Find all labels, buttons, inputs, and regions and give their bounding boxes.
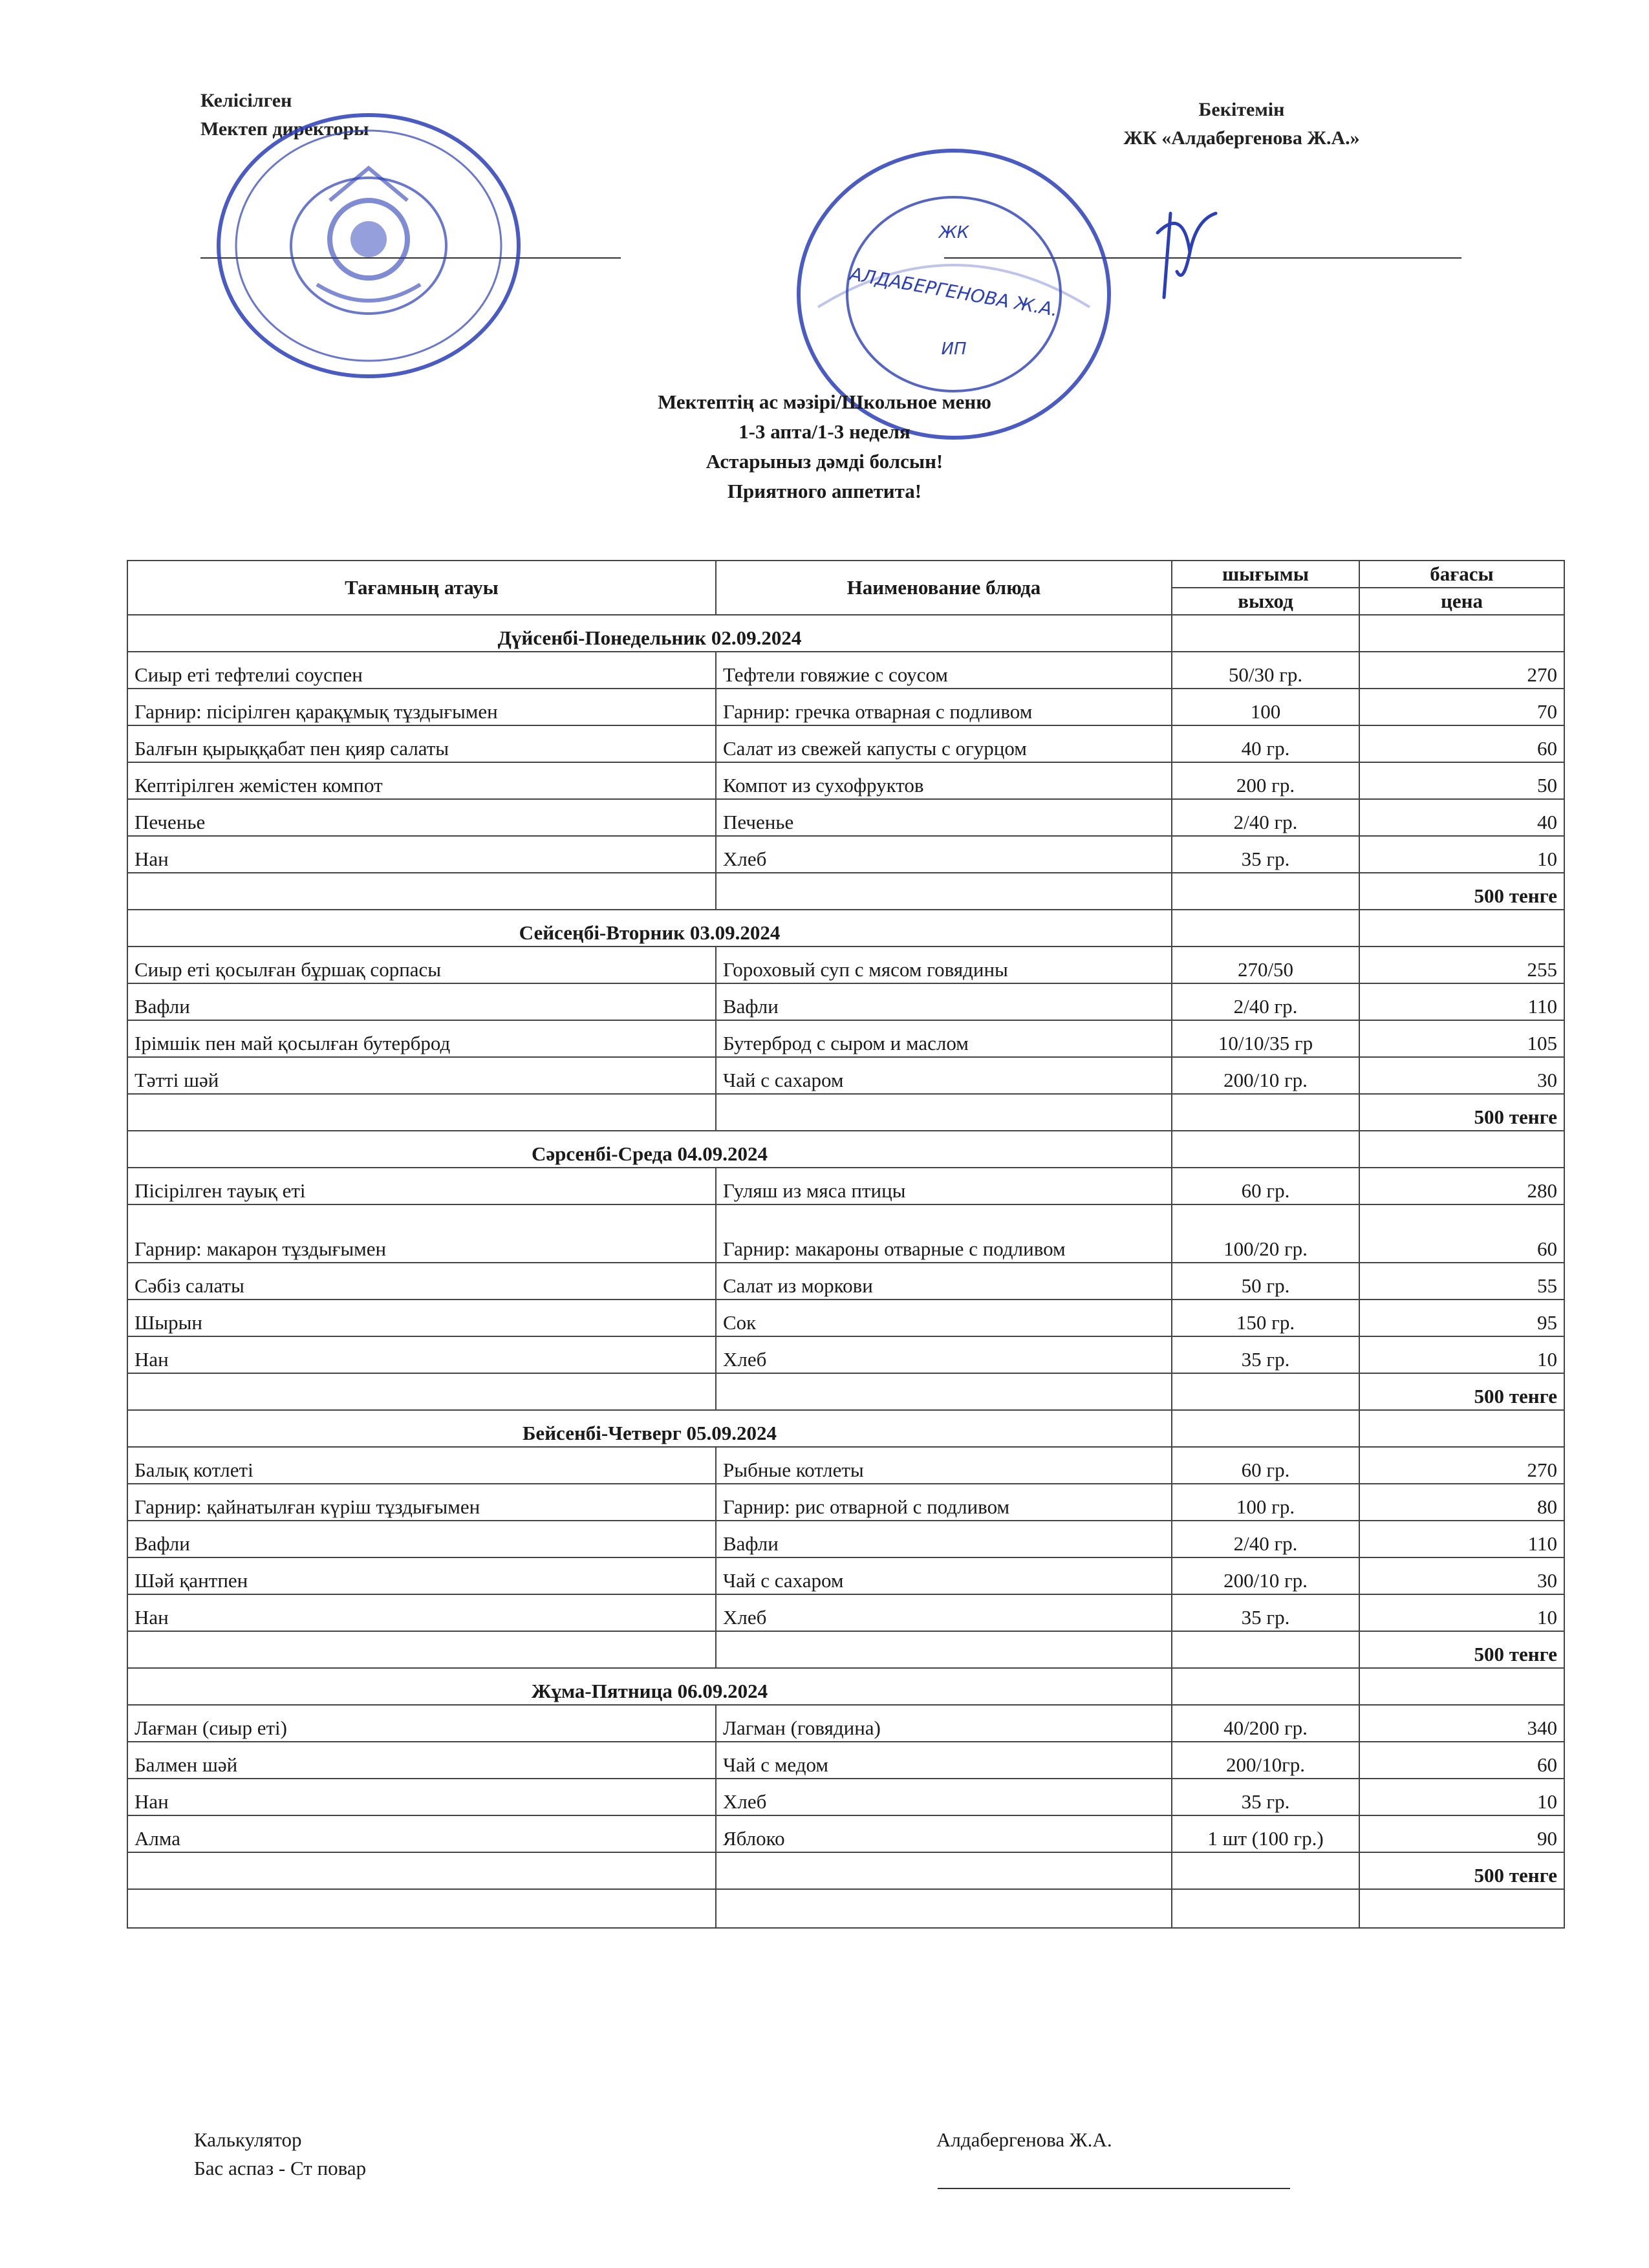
dish-portion: 50 гр. [1172,1263,1359,1300]
empty-cell [1359,1668,1564,1705]
day-total: 500 тенге [1359,1094,1564,1131]
col-header-price-ru: цена [1359,588,1564,615]
dish-portion: 150 гр. [1172,1300,1359,1336]
dish-name-ru: Гарнир: гречка отварная с подливом [716,689,1172,725]
dish-name-ru: Салат из моркови [716,1263,1172,1300]
menu-item-row [127,1705,1564,1742]
menu-item-row [127,799,1564,836]
dish-name-ru: Бутерброд с сыром и маслом [716,1020,1172,1057]
day-total-row [127,873,1564,910]
dish-name-ru: Гуляш из мяса птицы [716,1168,1172,1204]
col-header-out-ru: выход [1172,588,1359,615]
empty-cell [1172,1094,1359,1131]
day-header-row [127,910,1564,947]
day-total: 500 тенге [1359,1373,1564,1410]
dish-price: 270 [1359,1447,1564,1484]
dish-name-kz: Гарнир: қайнатылған күріш тұздығымен [127,1484,716,1521]
dish-portion: 200/10 гр. [1172,1057,1359,1094]
menu-item-row [127,947,1564,983]
empty-cell [1172,1631,1359,1668]
handwritten-signature [1145,194,1222,304]
dish-price: 60 [1359,1742,1564,1779]
menu-item-row [127,1742,1564,1779]
menu-item-row [127,1020,1564,1057]
chef-label: Бас аспаз - Ст повар [194,2157,367,2179]
dish-name-ru: Чай с сахаром [716,1057,1172,1094]
dish-portion: 2/40 гр. [1172,1521,1359,1557]
dish-price: 105 [1359,1020,1564,1057]
dish-portion: 35 гр. [1172,836,1359,873]
footer-signature-line [938,2188,1290,2189]
dish-name-kz: Кептірілген жемістен компот [127,762,716,799]
dish-portion: 200/10 гр. [1172,1557,1359,1594]
col-header-kz: Тағамның атауы [127,561,716,615]
dish-name-ru: Вафли [716,983,1172,1020]
dish-portion: 2/40 гр. [1172,983,1359,1020]
dish-price: 10 [1359,836,1564,873]
col-header-price-kz: бағасы [1359,561,1564,588]
menu-item-row [127,1594,1564,1631]
empty-cell [716,1889,1172,1928]
day-header-row [127,1410,1564,1447]
dish-name-ru: Салат из свежей капусты с огурцом [716,725,1172,762]
menu-item-row [127,1263,1564,1300]
approve-label: Бекітемін [1198,99,1285,120]
dish-name-ru: Гороховый суп с мясом говядины [716,947,1172,983]
dish-name-kz: Балық котлеті [127,1447,716,1484]
bon-appetit-kz: Астарыныз дәмді болсын! [706,450,943,473]
empty-cell [127,1373,716,1410]
week-label: 1-3 апта/1-3 неделя [738,420,911,443]
dish-price: 270 [1359,652,1564,689]
empty-final-row [127,1889,1564,1928]
dish-name-kz: Тәтті шәй [127,1057,716,1094]
day-total: 500 тенге [1359,1631,1564,1668]
dish-price: 30 [1359,1557,1564,1594]
day-name: Бейсенбі-Четверг 05.09.2024 [127,1410,1172,1447]
day-total: 500 тенге [1359,1852,1564,1889]
empty-cell [716,1852,1172,1889]
empty-cell [1172,1889,1359,1928]
dish-portion: 40/200 гр. [1172,1705,1359,1742]
entrepreneur-label: ЖК «Алдабергенова Ж.А.» [1123,127,1360,149]
empty-cell [1172,1852,1359,1889]
dish-name-kz: Гарнир: пісірілген қарақұмық тұздығымен [127,689,716,725]
empty-cell [1172,615,1359,652]
stamp-center-text: АЛДАБЕРГЕНОВА Ж.А. [848,262,1060,321]
menu-item-row [127,689,1564,725]
empty-cell [127,1889,716,1928]
dish-name-kz: Вафли [127,1521,716,1557]
menu-title: Мектептің ас мәзірі/Школьное меню [658,390,991,413]
dish-price: 90 [1359,1815,1564,1852]
dish-name-kz: Ірімшік пен май қосылған бутерброд [127,1020,716,1057]
dish-price: 60 [1359,725,1564,762]
dish-name-ru: Хлеб [716,1779,1172,1815]
dish-name-kz: Балмен шәй [127,1742,716,1779]
dish-portion: 60 гр. [1172,1447,1359,1484]
menu-item-row [127,1815,1564,1852]
dish-name-kz: Печенье [127,799,716,836]
dish-name-ru: Чай с сахаром [716,1557,1172,1594]
day-total: 500 тенге [1359,873,1564,910]
dish-portion: 270/50 [1172,947,1359,983]
calculator-label: Калькулятор [194,2128,302,2151]
empty-cell [1359,1410,1564,1447]
stamp-bottom-text: ИП [941,339,967,359]
director-label: Мектеп директоры [200,118,369,140]
dish-price: 60 [1359,1204,1564,1263]
menu-item-row [127,762,1564,799]
dish-name-ru: Хлеб [716,836,1172,873]
empty-cell [716,1631,1172,1668]
dish-portion: 10/10/35 гр [1172,1020,1359,1057]
empty-cell [1359,1889,1564,1928]
menu-body [127,615,1564,1928]
empty-cell [1172,1668,1359,1705]
dish-portion: 35 гр. [1172,1336,1359,1373]
empty-cell [716,1373,1172,1410]
empty-cell [1172,873,1359,910]
dish-name-kz: Нан [127,1336,716,1373]
dish-name-ru: Компот из сухофруктов [716,762,1172,799]
menu-item-row [127,1057,1564,1094]
dish-price: 30 [1359,1057,1564,1094]
dish-name-kz: Вафли [127,983,716,1020]
dish-name-kz: Лағман (сиыр еті) [127,1705,716,1742]
menu-item-row [127,836,1564,873]
stamp-top-text: ЖК [938,223,969,242]
col-header-out-kz: шығымы [1172,561,1359,588]
dish-name-kz: Пісірілген тауық еті [127,1168,716,1204]
dish-name-ru: Чай с медом [716,1742,1172,1779]
menu-item-row [127,1521,1564,1557]
dish-name-ru: Гарнир: макароны отварные с подливом [716,1204,1172,1263]
empty-cell [1359,1131,1564,1168]
dish-price: 70 [1359,689,1564,725]
dish-name-kz: Гарнир: макарон тұздығымен [127,1204,716,1263]
dish-portion: 200/10гр. [1172,1742,1359,1779]
day-total-row [127,1373,1564,1410]
dish-portion: 35 гр. [1172,1779,1359,1815]
dish-portion: 1 шт (100 гр.) [1172,1815,1359,1852]
dish-price: 10 [1359,1336,1564,1373]
dish-name-ru: Гарнир: рис отварной с подливом [716,1484,1172,1521]
day-header-row [127,1668,1564,1705]
empty-cell [1172,1373,1359,1410]
day-total-row [127,1852,1564,1889]
dish-portion: 100 [1172,689,1359,725]
dish-portion: 200 гр. [1172,762,1359,799]
empty-cell [716,1094,1172,1131]
empty-cell [127,873,716,910]
empty-cell [716,873,1172,910]
dish-price: 55 [1359,1263,1564,1300]
dish-name-ru: Печенье [716,799,1172,836]
bon-appetit-ru: Приятного аппетита! [727,480,922,502]
dish-portion: 60 гр. [1172,1168,1359,1204]
dish-portion: 100 гр. [1172,1484,1359,1521]
dish-name-ru: Вафли [716,1521,1172,1557]
menu-item-row [127,652,1564,689]
dish-name-kz: Нан [127,1594,716,1631]
day-header-row [127,615,1564,652]
day-name: Сәрсенбі-Среда 04.09.2024 [127,1131,1172,1168]
empty-cell [127,1852,716,1889]
menu-item-row [127,1168,1564,1204]
dish-name-ru: Хлеб [716,1336,1172,1373]
dish-name-kz: Нан [127,1779,716,1815]
empty-cell [127,1094,716,1131]
menu-item-row [127,725,1564,762]
dish-name-kz: Балғын қырыққабат пен қияр салаты [127,725,716,762]
dish-name-kz: Шырын [127,1300,716,1336]
footer-left [194,2126,366,2183]
dish-price: 110 [1359,983,1564,1020]
dish-price: 40 [1359,799,1564,836]
empty-cell [1172,1131,1359,1168]
dish-price: 255 [1359,947,1564,983]
dish-name-kz: Сәбіз салаты [127,1263,716,1300]
dish-price: 80 [1359,1484,1564,1521]
dish-portion: 50/30 гр. [1172,652,1359,689]
day-total-row [127,1631,1564,1668]
day-name: Сейсеңбі-Вторник 03.09.2024 [127,910,1172,947]
dish-name-kz: Шәй қантпен [127,1557,716,1594]
menu-item-row [127,1557,1564,1594]
dish-portion: 100/20 гр. [1172,1204,1359,1263]
dish-portion: 40 гр. [1172,725,1359,762]
dish-name-kz: Сиыр еті тефтелиі соуспен [127,652,716,689]
dish-price: 280 [1359,1168,1564,1204]
agreed-label: Келісілген [200,90,292,111]
dish-price: 110 [1359,1521,1564,1557]
footer-right-name: Алдабергенова Ж.А. [936,2128,1112,2151]
day-total-row [127,1094,1564,1131]
dish-name-ru: Рыбные котлеты [716,1447,1172,1484]
dish-name-ru: Лагман (говядина) [716,1705,1172,1742]
col-header-ru: Наименование блюда [716,561,1172,615]
menu-item-row [127,1300,1564,1336]
menu-item-row [127,983,1564,1020]
dish-name-ru: Хлеб [716,1594,1172,1631]
empty-cell [1359,910,1564,947]
dish-name-kz: Алма [127,1815,716,1852]
dish-portion: 35 гр. [1172,1594,1359,1631]
dish-price: 340 [1359,1705,1564,1742]
day-header-row [127,1131,1564,1168]
menu-item-row [127,1447,1564,1484]
empty-cell [1359,615,1564,652]
dish-price: 95 [1359,1300,1564,1336]
approval-right [1061,96,1423,153]
dish-price: 10 [1359,1594,1564,1631]
dish-portion: 2/40 гр. [1172,799,1359,836]
menu-table [127,560,1565,1929]
menu-item-row [127,1779,1564,1815]
menu-item-row [127,1336,1564,1373]
day-name: Жұма-Пятница 06.09.2024 [127,1668,1172,1705]
dish-name-ru: Сок [716,1300,1172,1336]
empty-cell [127,1631,716,1668]
dish-name-ru: Яблоко [716,1815,1172,1852]
empty-cell [1172,910,1359,947]
menu-item-row [127,1484,1564,1521]
day-name: Дүйсенбі-Понедельник 02.09.2024 [127,615,1172,652]
dish-price: 10 [1359,1779,1564,1815]
dish-name-kz: Сиыр еті қосылған бұршақ сорпасы [127,947,716,983]
empty-cell [1172,1410,1359,1447]
dish-price: 50 [1359,762,1564,799]
dish-name-kz: Нан [127,836,716,873]
dish-name-ru: Тефтели говяжие с соусом [716,652,1172,689]
menu-item-row [127,1204,1564,1263]
school-seal-stamp [213,110,524,381]
